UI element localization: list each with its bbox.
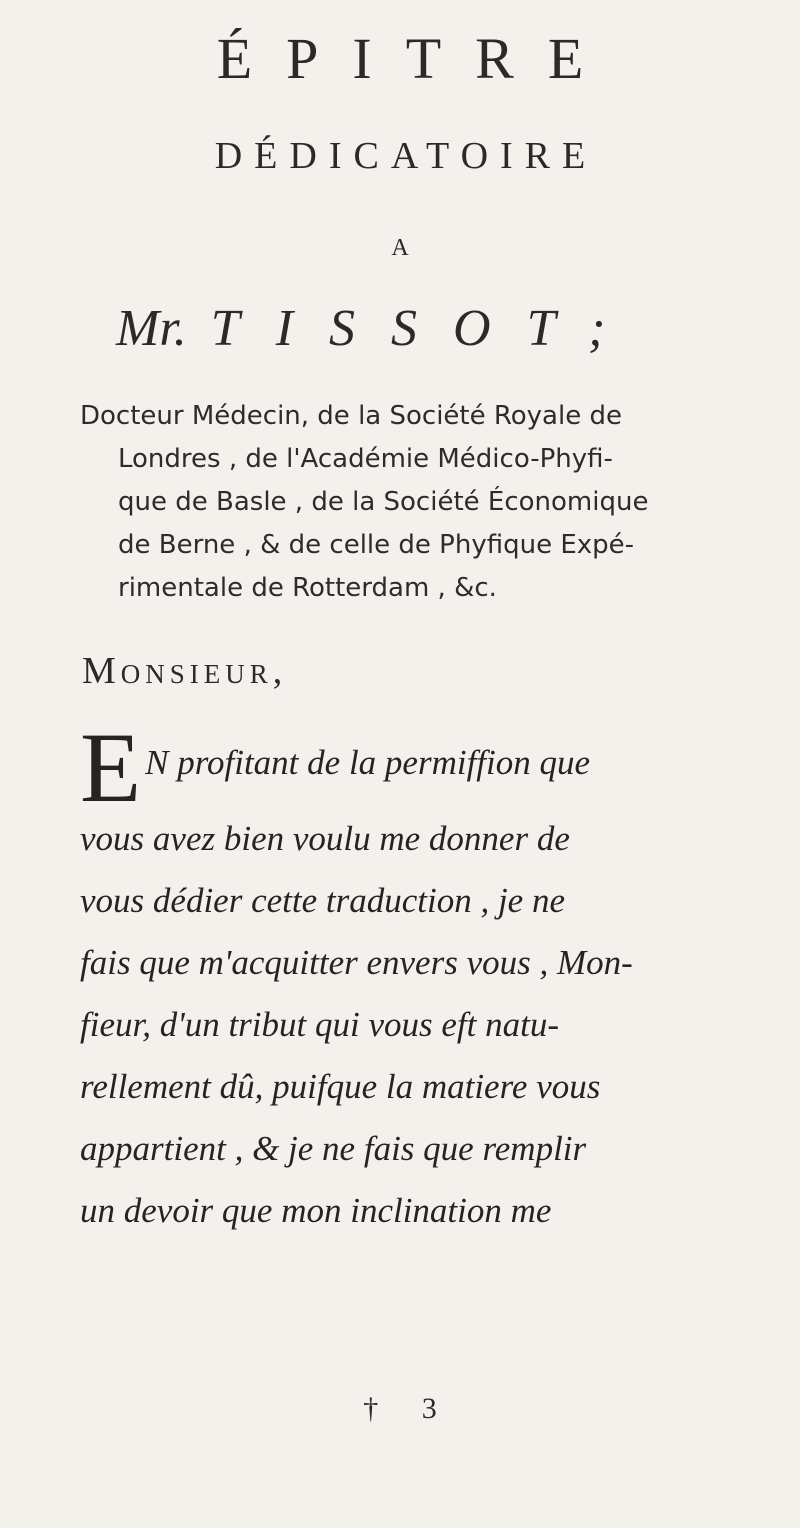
preposition: A: [391, 235, 409, 261]
body-line: rellement dû, puifque la matiere vous: [80, 1067, 601, 1106]
body-line: N profitant de la permiffion que: [145, 743, 591, 782]
body-line: vous dédier cette traduction , je ne: [80, 881, 565, 920]
credentials-line: de Berne , & de celle de Phyfique Expé-: [118, 530, 635, 560]
signature-mark: † 3: [363, 1392, 455, 1425]
dedicatee-honorific: Mr.: [116, 300, 187, 357]
body-line: appartient , & je ne fais que remplir: [80, 1129, 587, 1168]
drop-cap: E: [80, 712, 142, 823]
body-line: fais que m'acquitter envers vous , Mon-: [80, 943, 633, 982]
credentials-line: Docteur Médecin, de la Société Royale de: [80, 401, 622, 431]
salutation: Monsieur,: [82, 650, 288, 692]
credentials-line: rimentale de Rotterdam , &c.: [118, 573, 497, 603]
dedication-body: [80, 712, 760, 1242]
body-line: un devoir que mon inclination me: [80, 1191, 552, 1230]
credentials-line: que de Basle , de la Société Économique: [118, 487, 649, 517]
body-line: fieur, d'un tribut qui vous eft natu-: [80, 1005, 559, 1044]
page-subtitle: DÉDICATOIRE: [214, 135, 598, 177]
dedicatee-line: [116, 300, 642, 357]
body-line: vous avez bien voulu me donner de: [80, 819, 570, 858]
credentials-block: [80, 395, 760, 610]
page-title: ÉPITRE: [216, 26, 618, 91]
dedicatee-name: TISSOT;: [210, 300, 642, 357]
credentials-line: Londres , de l'Académie Médico-Phyfi-: [118, 444, 613, 474]
